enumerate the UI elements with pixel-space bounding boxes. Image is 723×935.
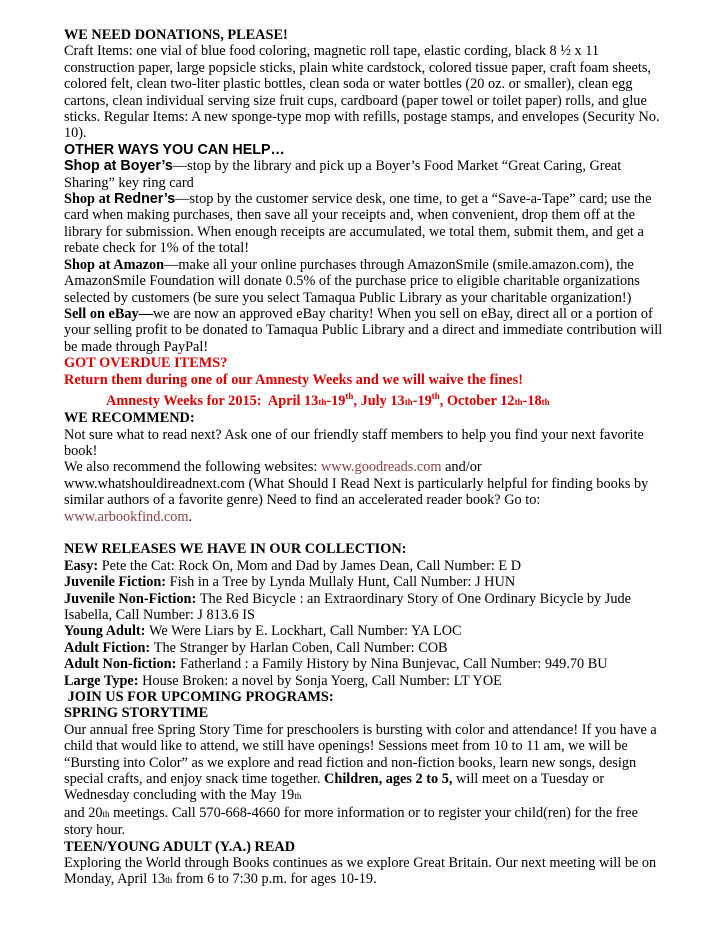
text-run: Our annual free Spring Story Time for preschoolers is bursting with color and attendance! If you have a child that would like to attend, we still have openings! Sessions meet from 10 to 11 am, we will be “Bursting into Color” as we explore and read fiction and non-fiction books, learn new songs, design special crafts, and enjoy snack time together. [64,721,661,788]
spacer [64,525,665,541]
text-run: Craft Items: one vial of blue food coloring, magnetic roll tape, elastic cording, black 8 ½ x 11 construction paper, large popsicle sticks, plain white cardstock, colored tissue paper, craft foam sheets, colored felt, clean two-liter plastic bottles, clean soda or water bottles (20 oz. or smaller), clean egg cartons, clean individual serving size fruit cups, cardboard (paper towel or toilet paper) rolls, and glue sticks. Regular Items: A new sponge-type mop with refills, postage stamps, and envelopes (Security No. 10). [64,43,664,142]
text-run: Adult Non-fiction: [64,656,180,673]
text-run: Juvenile Fiction: [64,574,170,591]
text-run: Fatherland : a Family History by Nina Bunjevac, Call Number: 949.70 BU [179,656,608,673]
text-run: -19 [326,392,346,409]
websites-paragraph [64,459,665,525]
text-run: Juvenile Non-Fiction: [64,590,200,607]
release-adult-nonfiction [64,656,665,672]
spring-storytime-paragraph [64,722,665,839]
text-run: th [345,390,354,401]
shop-boyers-paragraph [64,158,665,191]
text-run: , October 12 [439,392,515,409]
text-run: Large Type: [64,672,143,689]
spring-storytime-heading [64,705,665,721]
text-run: Shop at Amazon [64,256,165,273]
recommend-paragraph [64,427,665,460]
text-run: Return them during one of our Amnesty Weeks and we will waive the fines! [64,371,523,388]
release-juvenile-fiction [64,574,665,590]
text-run: GOT OVERDUE ITEMS? [64,355,228,372]
text-run: The Stranger by Harlan Coben, Call Number: COB [153,639,448,656]
text-run: we are now an approved eBay charity! When you sell on eBay, direct all or a portion of your selling profit to be donated to Tamaqua Public Library and a direct and immediate contribution will be made through PayPal! [64,305,666,355]
text-run: Sell on eBay— [64,305,153,322]
text-run: from 6 to 7:30 p.m. for ages 10-19. [172,871,377,888]
shop-amazon-paragraph [64,257,665,306]
amnesty-line [64,372,665,388]
teen-read-paragraph [64,855,665,889]
text-run: Easy: [64,557,102,574]
text-run: th [404,396,413,407]
arbookfind-link[interactable]: www.arbookfind.com [64,508,189,525]
join-us-heading [64,689,665,705]
text-run: The Red Bicycle : an Extraordinary Story of One Ordinary Bicycle by Jude Isabella, Call Number: J 813.6 IS [64,590,635,623]
release-young-adult [64,623,665,639]
text-run: —stop by the library and pick up a Boyer’s Food Market “Great Caring, Great Sharing” key ring card [64,158,625,191]
text-run: and/or www.whatshouldireadnext.com (What Should I Read Next is particularly helpful for finding books by similar authors of a favorite genre) Need to find an accelerated reader book? Go to: [64,459,652,509]
text-run: House Broken: a novel by Sonja Yoerg, Call Number: LT YOE [142,672,502,689]
text-run: SPRING STORYTIME [64,705,209,722]
text-run: -18 [522,392,542,409]
text-run: th [165,875,173,886]
text-run: th [431,390,440,401]
text-run: Children, ages 2 to 5, [324,771,453,788]
overdue-heading [64,355,665,371]
amnesty-dates-line [64,388,665,410]
text-run: WE NEED DONATIONS, PLEASE! [64,27,288,43]
donations-heading [64,27,665,43]
text-run: We also recommend the following websites: [64,459,321,476]
other-ways-heading [64,142,665,158]
text-run: th [294,791,302,802]
text-run: Fish in a Tree by Lynda Mullaly Hunt, Call Number: J HUN [169,574,516,591]
craft-items-paragraph [64,43,665,141]
text-run: WE RECOMMEND: [64,410,195,427]
text-run: , July 13 [353,392,405,409]
sell-ebay-paragraph [64,306,665,355]
release-easy [64,558,665,574]
text-run: th [318,396,327,407]
text-run: th [541,396,550,407]
release-juvenile-nonfiction [64,591,665,624]
text-run: —make all your online purchases through AmazonSmile (smile.amazon.com), the AmazonSmile Foundation will donate 0.5% of the purchase price to eligible charitable organizations selected by customers (be sure you select Tamaqua Public Library as your charitable organization!) [64,256,644,306]
text-run: Adult Fiction: [64,639,154,656]
text-run: Pete the Cat: Rock On, Mom and Dad by James Dean, Call Number: E D [101,557,522,574]
release-adult-fiction [64,640,665,656]
text-run: and 20 [64,804,103,821]
text-run: Shop at Boyer’s [64,158,173,175]
text-run: TEEN/YOUNG ADULT (Y.A.) READ [64,838,296,855]
text-run: We Were Liars by E. Lockhart, Call Number: YA LOC [149,623,462,640]
shop-redners-paragraph [64,191,665,257]
text-run: Young Adult: [64,623,150,640]
text-run: JOIN US FOR UPCOMING PROGRAMS: [64,689,334,705]
new-releases-heading [64,541,665,557]
goodreads-link[interactable]: www.goodreads.com [320,459,442,476]
text-run: NEW RELEASES WE HAVE IN OUR COLLECTION: [64,541,407,558]
text-run: Not sure what to read next? Ask one of our friendly staff members to help you find your next favorite book! [64,426,648,459]
text-run: . [188,508,193,525]
text-run: meetings. Call 570-668-4660 for more information or to register your child(ren) for the free story hour. [64,804,642,839]
text-run: th [102,808,110,819]
text-run: Exploring the World through Books continues as we explore Great Britain. Our next meeting will be on Monday, April 13 [64,855,660,888]
text-run: —stop by the customer service desk, one time, to get a “Save-a-Tape” card; use the card when making purchases, then save all your receipts and, when convenient, drop them off at the library for submission. When enough receipts are accumulated, we total them, submit them, and get a rebate check for 1% of the total! [64,191,656,257]
text-run: Redner’s [114,191,176,208]
text-run: Shop at [64,191,115,208]
text-run: -19 [412,392,432,409]
text-run: will meet on a Tuesday or Wednesday concluding with the May 19 [64,771,608,804]
text-run: Amnesty Weeks for 2015: April 13 [106,392,319,409]
teen-read-heading [64,839,665,855]
we-recommend-heading [64,410,665,426]
text-run: OTHER WAYS YOU CAN HELP… [64,141,285,158]
text-run: th [514,396,523,407]
release-large-type [64,673,665,689]
